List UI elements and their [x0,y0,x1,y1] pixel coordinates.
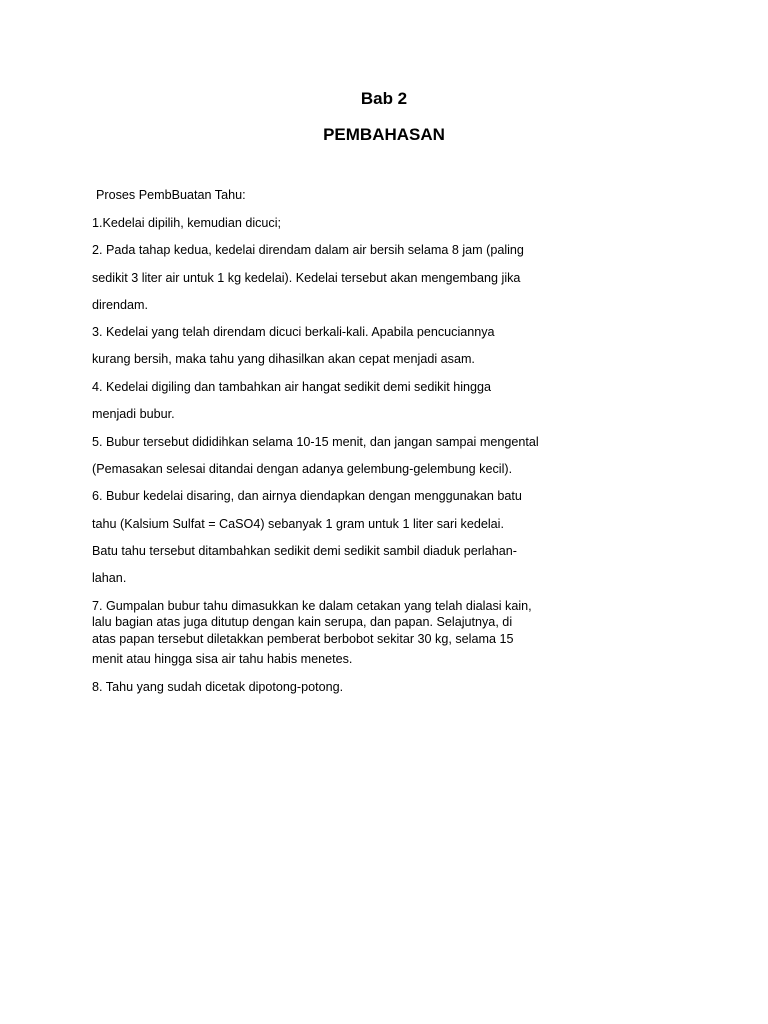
body-line: 2. Pada tahap kedua, kedelai direndam dalam air bersih selama 8 jam (paling [92,243,524,257]
body-line: (Pemasakan selesai ditandai dengan adanya gelembung-gelembung kecil). [92,462,513,476]
body-line: atas papan tersebut diletakkan pemberat berbobot sekitar 30 kg, selama 15 [92,632,514,646]
body-line: 8. Tahu yang sudah dicetak dipotong-potong. [92,680,344,694]
body-line: 5. Bubur tersebut dididihkan selama 10-15 menit, dan jangan sampai mengental [92,435,539,449]
body-line: lalu bagian atas juga ditutup dengan kain serupa, dan papan. Selajutnya, di [92,615,513,629]
body-line: 1.Kedelai dipilih, kemudian dicuci; [92,216,282,230]
body-line: direndam. [92,298,149,312]
body-line: 6. Bubur kedelai disaring, dan airnya diendapkan dengan menggunakan batu [92,489,522,503]
body-line: 7. Gumpalan bubur tahu dimasukkan ke dalam cetakan yang telah dialasi kain, [92,599,532,613]
body-line: lahan. [92,571,127,585]
body-line: menit atau hingga sisa air tahu habis menetes. [92,652,353,666]
body-line: sedikit 3 liter air untuk 1 kg kedelai). Kedelai tersebut akan mengembang jika [92,271,521,285]
body-line: tahu (Kalsium Sulfat = CaSO4) sebanyak 1 gram untuk 1 liter sari kedelai. [92,517,504,531]
body-line: 4. Kedelai digiling dan tambahkan air hangat sedikit demi sedikit hingga [92,380,492,394]
intro-line: Proses PembBuatan Tahu: [96,188,246,202]
body-line: kurang bersih, maka tahu yang dihasilkan akan cepat menjadi asam. [92,352,475,366]
chapter-heading: Bab 2 [360,89,408,108]
body-line: 3. Kedelai yang telah direndam dicuci berkali-kali. Apabila pencuciannya [92,325,495,339]
section-title: PEMBAHASAN [323,125,445,144]
body-line: Batu tahu tersebut ditambahkan sedikit demi sedikit sambil diaduk perlahan- [92,544,517,558]
body-line: menjadi bubur. [92,407,175,421]
